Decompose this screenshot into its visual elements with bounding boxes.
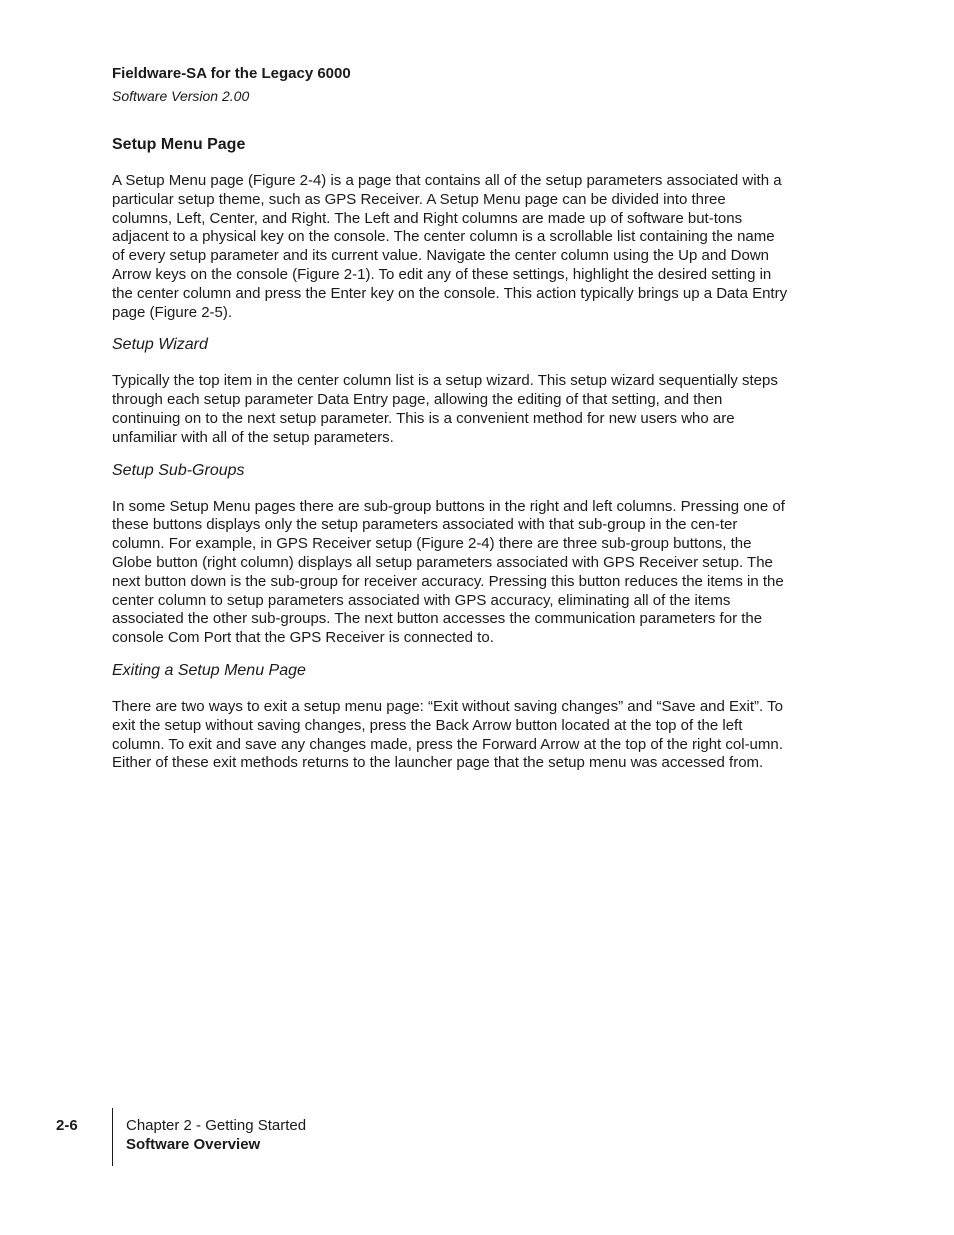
subsection-heading-exiting-setup-menu: Exiting a Setup Menu Page (112, 661, 306, 679)
subsection-body-exiting-setup-menu: There are two ways to exit a setup menu page: “Exit without saving changes” and “Save and Exit”. To exit the setup without saving changes, press the Back Arrow button located at the top of the left column. To exit and save any changes made, press the Forward Arrow at the top of the right col-umn. Either of these exit methods returns to the launcher page that the setup menu was accessed from. (112, 697, 783, 772)
document-title: Fieldware-SA for the Legacy 6000 (112, 65, 351, 82)
software-version: Software Version 2.00 (112, 88, 250, 104)
subsection-body-setup-wizard: Typically the top item in the center column list is a setup wizard. This setup wizard sequentially steps through each setup parameter Data Entry page, allowing the editing of that setting, and then continuing on to the next setup parameter. This is a convenient method for new users who are unfamiliar with all of the setup parameters. (112, 372, 778, 446)
page-number: 2-6 (56, 1117, 78, 1134)
page-footer (0, 1108, 954, 1166)
main-content (112, 134, 788, 785)
section-title: Setup Menu Page (112, 136, 246, 153)
footer-divider (112, 1108, 113, 1166)
intro-paragraph: A Setup Menu page (Figure 2-4) is a page that contains all of the setup parameters associated with a particular setup theme, such as GPS Receiver. A Setup Menu page can be divided into three columns, Left, Center, and Right. The Left and Right columns are made up of software but-tons adjacent to a physical key on the console. The center column is a scrollable list containing the name of every setup parameter and its current value. Navigate the center column using the Up and Down Arrow keys on the console (Figure 2-1). To edit any of these settings, highlight the desired setting in the center column and press the Enter key on the console. This action typically brings up a Data Entry page (Figure 2-5). (112, 172, 788, 321)
subsection-body-setup-sub-groups: In some Setup Menu pages there are sub-group buttons in the right and left columns. Pressing one of these buttons displays only the setup parameters associated with that sub-group in the cen-ter column. For example, in GPS Receiver setup (Figure 2-4) there are three sub-group buttons, the Globe button (right column) displays all setup parameters associated with GPS Receiver setup. The next button down is the sub-group for receiver accuracy. Pressing this button reduces the items in the center column to setup parameters associated with GPS accuracy, eliminating all of the items associated the other sub-groups. The next button accesses the communication parameters for the console Com Port that the GPS Receiver is connected to. (112, 497, 785, 647)
subsection-heading-setup-sub-groups: Setup Sub-Groups (112, 461, 245, 479)
footer-chapter: Chapter 2 - Getting Started (126, 1117, 307, 1134)
footer-text (126, 1116, 306, 1154)
footer-section: Software Overview (126, 1136, 261, 1153)
document-header (112, 64, 351, 106)
subsection-heading-setup-wizard: Setup Wizard (112, 336, 208, 354)
